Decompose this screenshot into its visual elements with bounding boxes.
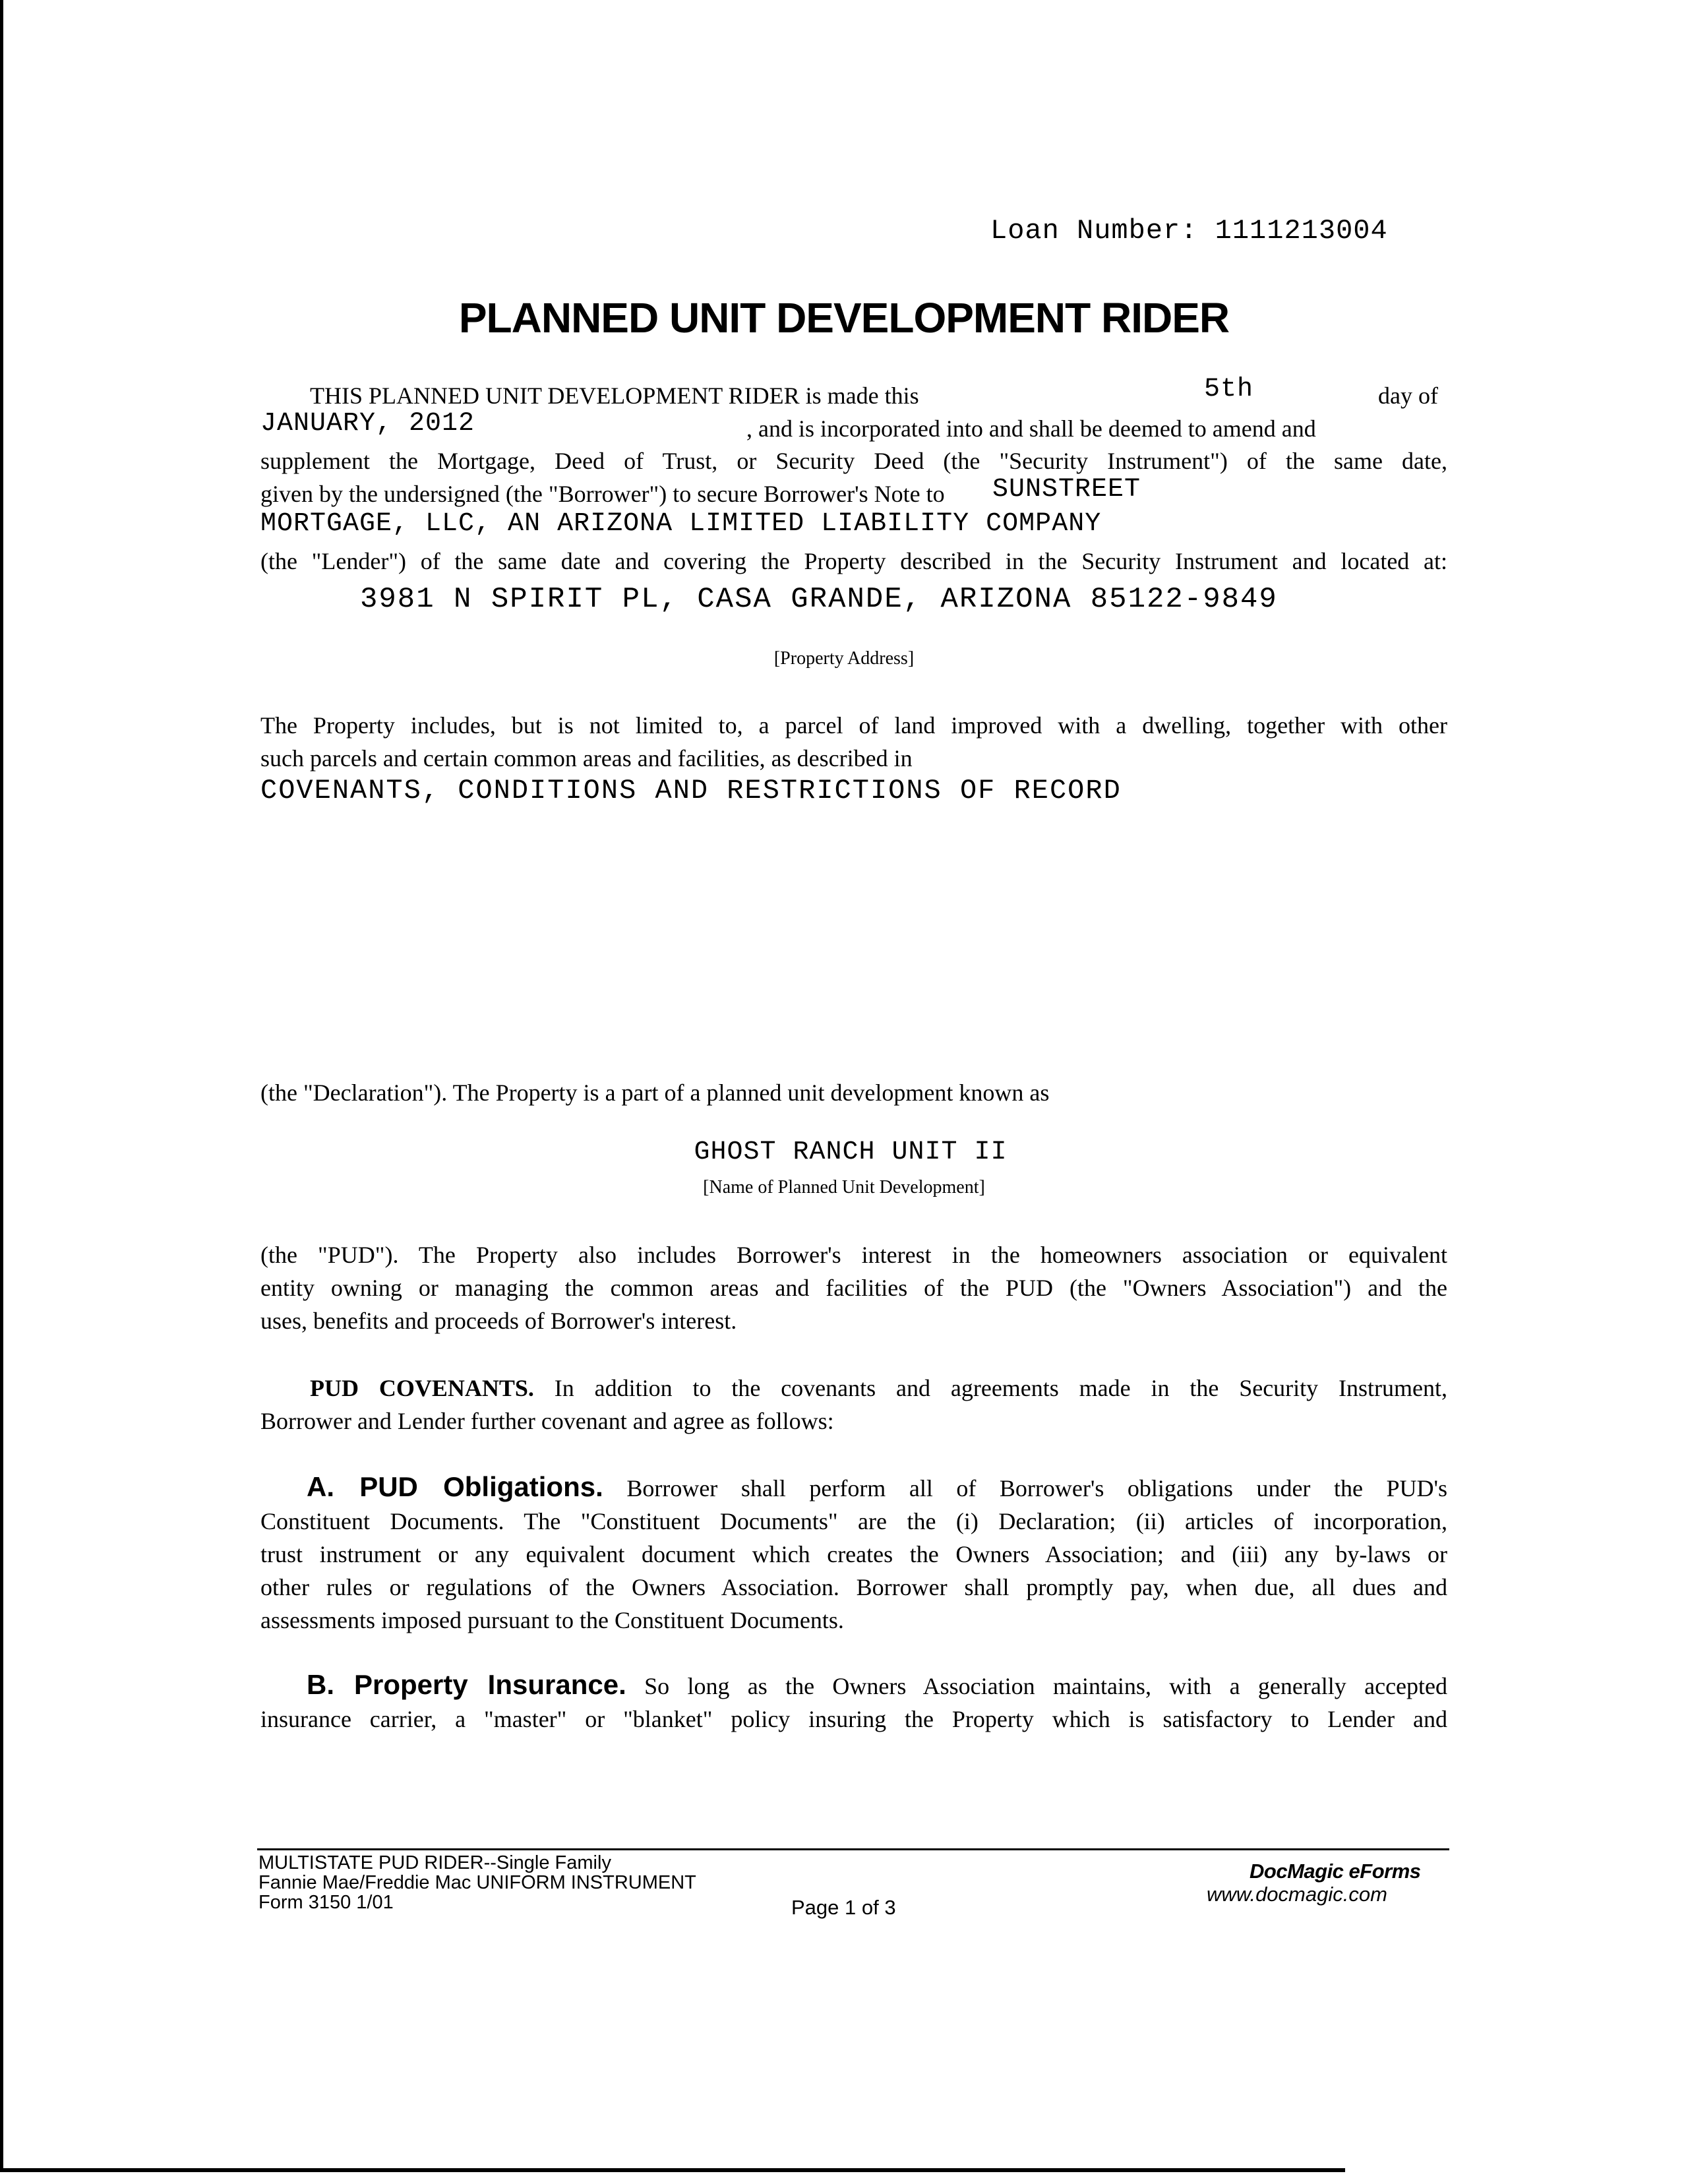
footer-rule xyxy=(257,1848,1449,1850)
footer-instrument: Fannie Mae/Freddie Mac UNIFORM INSTRUMENT xyxy=(258,1872,696,1893)
scan-bottom-edge xyxy=(0,2168,1345,2172)
intro-day-of: day of xyxy=(1378,382,1438,409)
pud-line-3: uses, benefits and proceeds of Borrower's interest. xyxy=(260,1308,737,1334)
section-b-heading: B. Property Insurance. xyxy=(307,1669,626,1700)
intro-line-1: THIS PLANNED UNIT DEVELOPMENT RIDER is made this xyxy=(310,382,919,409)
document-title: PLANNED UNIT DEVELOPMENT RIDER xyxy=(458,294,1230,342)
intro-date: JANUARY, 2012 xyxy=(260,409,475,439)
footer-form-number: Form 3150 1/01 xyxy=(258,1892,394,1913)
footer-brand-logo: DocMagic eForms xyxy=(1250,1860,1421,1883)
intro-line-4: given by the undersigned (the "Borrower") to secure Borrower's Note to xyxy=(260,481,945,507)
intro-day: 5th xyxy=(1204,375,1254,404)
intro-line-2: , and is incorporated into and shall be deemed to amend and xyxy=(746,415,1316,442)
pud-paragraph xyxy=(260,1238,1447,1337)
covenants-heading: PUD COVENANTS. xyxy=(310,1375,534,1401)
pud-line-1: (the "PUD"). The Property also includes Borrower's interest in the homeowners association or equivalent xyxy=(260,1242,1447,1268)
property-address-caption: [Property Address] xyxy=(773,648,915,669)
scan-left-edge xyxy=(0,0,3,2169)
section-b-text: So long as the Owners Association maintains, with a generally accepted xyxy=(644,1673,1448,1699)
intro-line-3: supplement the Mortgage, Deed of Trust, or Security Deed (the "Security Instrument") of the same date, xyxy=(260,448,1447,474)
pud-name: GHOST RANCH UNIT II xyxy=(694,1138,1008,1167)
section-a-line: Constituent Documents. The "Constituent Documents" are the (i) Declaration; (ii) articles of incorporation, xyxy=(260,1508,1447,1534)
footer-form-info xyxy=(258,1853,696,1912)
declaration-line: (the "Declaration"). The Property is a part of a planned unit development known as xyxy=(260,1079,1050,1106)
lender-name-1: SUNSTREET xyxy=(992,475,1141,504)
section-a-line: trust instrument or any equivalent document which creates the Owners Association; and (iii) any by-laws or xyxy=(260,1541,1447,1567)
loan-number: Loan Number: 1111213004 xyxy=(990,215,1388,247)
footer-url: www.docmagic.com xyxy=(1207,1883,1387,1906)
lender-name-2: MORTGAGE, LLC, AN ARIZONA LIMITED LIABILITY COMPANY xyxy=(260,509,1102,539)
covenants-line-1 xyxy=(310,1372,1447,1405)
intro-line-6: (the "Lender") of the same date and covering the Property described in the Security Instrument and located at: xyxy=(260,548,1447,574)
property-line-2: such parcels and certain common areas and facilities, as described in xyxy=(260,745,913,772)
section-a-line-1 xyxy=(307,1471,1447,1505)
footer-page-number: Page 1 of 3 xyxy=(791,1896,896,1919)
section-a-text: Borrower shall perform all of Borrower's obligations under the PUD's xyxy=(626,1475,1447,1502)
pud-name-caption: [Name of Planned Unit Development] xyxy=(703,1177,985,1198)
covenants-line-2: Borrower and Lender further covenant and agree as follows: xyxy=(260,1408,834,1434)
covenants-text: In addition to the covenants and agreements made in the Security Instrument, xyxy=(554,1375,1448,1401)
section-b-line-1 xyxy=(307,1668,1447,1703)
section-a-line: assessments imposed pursuant to the Constituent Documents. xyxy=(260,1607,844,1633)
section-b-line-2: insurance carrier, a "master" or "blanket" policy insuring the Property which is satisfactory to Lender and xyxy=(260,1706,1447,1732)
pud-line-2: entity owning or managing the common areas and facilities of the PUD (the "Owners Association") and the xyxy=(260,1275,1447,1301)
property-line-1: The Property includes, but is not limited to, a parcel of land improved with a dwelling, together with other xyxy=(260,712,1447,739)
section-a-line: other rules or regulations of the Owners Association. Borrower shall promptly pay, when due, all dues and xyxy=(260,1574,1447,1600)
declaration-source: COVENANTS, CONDITIONS AND RESTRICTIONS OF RECORD xyxy=(260,775,1122,806)
property-address: 3981 N SPIRIT PL, CASA GRANDE, ARIZONA 85122-9849 xyxy=(360,583,1278,616)
section-a-body xyxy=(260,1505,1447,1637)
footer-form-title: MULTISTATE PUD RIDER--Single Family xyxy=(258,1852,611,1873)
section-a-heading: A. PUD Obligations. xyxy=(307,1471,603,1502)
